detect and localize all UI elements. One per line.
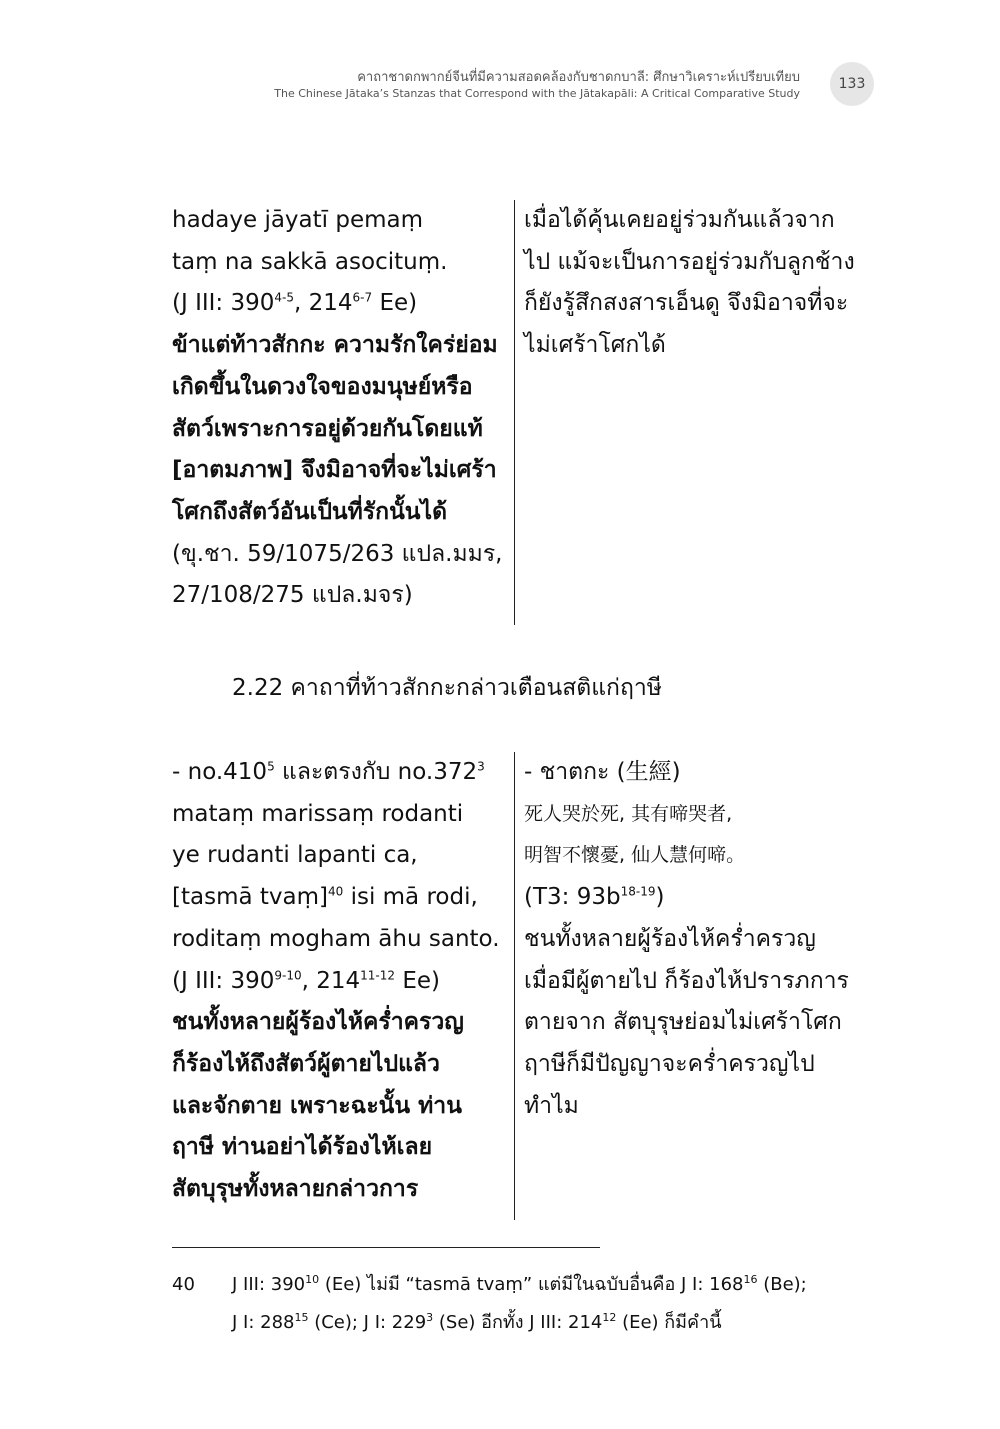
running-header (274, 70, 800, 101)
pali-column (172, 752, 500, 1211)
thai-translation-line: เกิดขึ้นในดวงใจของมนุษย์หรือ (172, 373, 473, 400)
pali-line: ye rudanti lapanti ca, (172, 842, 418, 869)
thai-translation-line: เมื่อมีผู้ตายไป ก็ร้องไห้ปรารภการ (524, 967, 849, 994)
footnote-marker: 40 (327, 884, 344, 899)
citation-line: (ขุ.ชา. 59/1075/263 แปล.มมร, (172, 540, 503, 567)
thai-translation-line: ฤาษีก็มีปัญญาจะคร่ำครวญไป (524, 1050, 815, 1077)
footnote-number: 40 (172, 1274, 195, 1295)
thai-translation-line: ตายจาก สัตบุรุษย่อมไม่เศร้าโศก (524, 1009, 842, 1036)
pali-line: mataṃ marissaṃ rodanti (172, 800, 464, 827)
header-title-english: The Chinese Jātaka’s Stanzas that Correspond with the Jātakapāli: A Critical Comparative Study (274, 87, 800, 100)
thai-translation-line: ไม่เศร้าโศกได้ (524, 332, 666, 359)
column-divider (514, 200, 515, 625)
thai-translation-line: ก็ร้องไห้ถึงสัตว์ผู้ตายไปแล้ว (172, 1050, 440, 1077)
chinese-verse-line: 死人哭於死, 其有啼哭者, (524, 802, 733, 825)
footnote-line: J III: $390^{10}$ (Ee) ไม่มี “tasmā tvaṃ” แต่มีในฉบับอื่นคือ J I: $168^{16}$ (Be); (232, 1273, 807, 1295)
thai-translation-line: เมื่อได้คุ้นเคยอยู่ร่วมกันแล้วจาก (524, 207, 835, 233)
jataka-number-line: - no.410$^5$ และตรงกับ no.372$^3$ (172, 759, 485, 785)
pali-line: [tasmā tvaṃ]$^{40}$ isi mā rodi, (172, 884, 478, 911)
chinese-verse-line: 明智不懷憂, 仙人慧何啼。 (524, 844, 746, 867)
thai-translation-line: สัตบุรุษทั้งหลายกล่าวการ (172, 1176, 419, 1203)
footnote-text (232, 1266, 807, 1342)
pali-line: taṃ na sakkā asocituṃ. (172, 248, 448, 275)
pali-line: hadaye jāyatī pemaṃ (172, 207, 424, 233)
thai-translation-line: สัตว์เพราะการอยู่ด้วยกันโดยแท้ (172, 415, 483, 442)
thai-translation-line: ชนทั้งหลายผู้ร้องไห้คร่ำครวญ (172, 1009, 464, 1036)
citation-line: 27/108/275 แปล.มจร) (172, 582, 413, 609)
page-number: 133 (830, 62, 874, 106)
pali-reference: (J III: 390$^{9-10}$, 214$^{11-12}$ Ee) (172, 967, 440, 994)
section-heading: 2.22 คาถาที่ท้าวสักกะกล่าวเตือนสติแก่ฤาษี (232, 675, 662, 701)
thai-translation-line: ทำไม (524, 1092, 579, 1119)
thai-translation-line: ข้าแต่ท้าวสักกะ ความรักใคร่ย่อม (172, 332, 498, 359)
pali-column (172, 200, 503, 617)
stanza-block-1 (172, 200, 862, 625)
header-title-thai: คาถาชาดกพากย์จีนที่มีความสอดคล้องกับชาดกบาลี: ศึกษาวิเคราะห์เปรียบเทียบ (357, 70, 800, 85)
chinese-translation-column (524, 752, 864, 1127)
taisho-reference: (T3: $93b^{18-19}$) (524, 884, 665, 911)
pali-reference: (J III: 390$^{4-5}$, 214$^{6-7}$ Ee) (172, 290, 418, 317)
pali-line: roditaṃ mogham āhu santo. (172, 925, 500, 952)
thai-translation-line: [อาตมภาพ] จึงมิอาจที่จะไม่เศร้า (172, 457, 497, 484)
footnote-line: J I: $288^{15}$ (Ce); J I: $229^3$ (Se) อีกทั้ง J III: $214^{12}$ (Ee) ก็มีคำนี้ (232, 1311, 722, 1333)
thai-translation-line: ชนทั้งหลายผู้ร้องไห้คร่ำครวญ (524, 925, 816, 952)
stanza-block-2 (172, 752, 862, 1220)
thai-translation-line: และจักตาย เพราะฉะนั้น ท่าน (172, 1092, 462, 1119)
thai-translation-line: ก็ยังรู้สึกสงสารเอ็นดู จึงมิอาจที่จะ (524, 290, 849, 317)
chinese-source-line: - ชาตกะ (生經) (524, 759, 681, 785)
thai-translation-line: ไป แม้จะเป็นการอยู่ร่วมกับลูกช้าง (524, 248, 855, 275)
column-divider (514, 752, 515, 1220)
thai-translation-line: โศกถึงสัตว์อันเป็นที่รักนั้นได้ (172, 498, 448, 525)
chinese-translation-column (524, 200, 864, 367)
footnote-separator (172, 1247, 600, 1248)
thai-translation-line: ฤาษี ท่านอย่าได้ร้องไห้เลย (172, 1134, 433, 1161)
